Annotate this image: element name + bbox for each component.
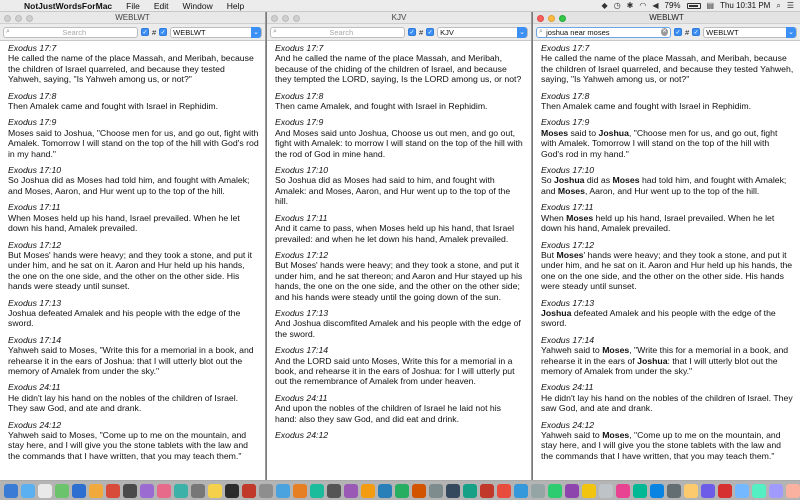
- close-window-icon[interactable]: [271, 15, 278, 22]
- verse-text: So Joshua did as Moses had said to him, and fought with Amalek: and Moses, Aaron, and Hur went up to the top of the hill.: [275, 175, 511, 207]
- dock-app-icon[interactable]: [259, 484, 273, 498]
- dock-app-icon[interactable]: [140, 484, 154, 498]
- dock-app-icon[interactable]: [72, 484, 86, 498]
- verse-reference[interactable]: Exodus 24:12: [541, 419, 595, 430]
- dock-app-icon[interactable]: [786, 484, 800, 498]
- verse-item[interactable]: [8, 91, 259, 112]
- window-titlebar[interactable]: [267, 12, 531, 24]
- verse-text: Yahweh said to Moses, "Come up to me on the mountain, and stay here, and I will give you the stone tablets with the law and the commands that I have written, that you may teach them.": [8, 430, 249, 461]
- verse-text: Then came Amalek, and fought with Israel in Rephidim.: [275, 101, 488, 112]
- search-icon: ⌕: [6, 28, 10, 35]
- verse-reference[interactable]: Exodus 17:7: [541, 43, 590, 53]
- verse-reference[interactable]: Exodus 17:8: [541, 90, 590, 101]
- window-toolbar: [533, 24, 800, 41]
- verse-item[interactable]: [541, 335, 794, 377]
- dock-app-icon[interactable]: [718, 484, 732, 498]
- dock-app-icon[interactable]: [599, 484, 613, 498]
- verse-reference[interactable]: Exodus 17:11: [275, 212, 328, 223]
- version-select[interactable]: [703, 27, 797, 38]
- dock-app-icon[interactable]: [752, 484, 766, 498]
- dock-app-icon[interactable]: [463, 484, 477, 498]
- dock-app-icon[interactable]: [548, 484, 562, 498]
- verse-text: And it came to pass, when Moses held up his hand, that Israel prevailed: and when he let down his hand, Amalek prevailed.: [275, 223, 515, 244]
- window-toolbar: [0, 24, 265, 41]
- dropbox-icon[interactable]: ◆: [601, 1, 608, 10]
- verse-text: Then Amalek came and fought with Israel in Rephidim.: [8, 101, 219, 112]
- verse-reference[interactable]: Exodus 17:13: [275, 307, 329, 318]
- verse-item[interactable]: [275, 91, 525, 112]
- version-select-value: KJV: [440, 27, 454, 37]
- verse-reference[interactable]: Exodus 17:14: [8, 334, 62, 345]
- verse-text: He called the name of the place Massah, and Meribah, because the children of Israel quarreled, and because they tested Yahweh, saying, "Is Yahweh among us, or not?": [541, 53, 794, 85]
- verse-number-label: #: [685, 27, 690, 37]
- window-kjv: [267, 12, 532, 480]
- verse-text: He called the name of the place Massah, and Meribah, because the children of Israel quarreled, and because they tested Yahweh, saying, "Is Yahweh among us, or not?": [8, 53, 254, 85]
- dock-app-icon[interactable]: [344, 484, 358, 498]
- close-window-icon[interactable]: [537, 15, 544, 22]
- verse-text: So Joshua did as Moses had told him, and fought with Amalek; and Moses, Aaron, and Hur went up to the top of the hill.: [8, 175, 250, 196]
- verse-reference[interactable]: Exodus 17:14: [541, 334, 595, 345]
- dock-app-icon[interactable]: [531, 484, 545, 498]
- verse-text: And the LORD said unto Moses, Write this for a memorial in a book, and rehearse it in the ears of Joshua: for I will utterly put out the remembrance of Amalek from under heaven.: [275, 355, 515, 387]
- verse-text: He didn't lay his hand on the nobles of the children of Israel. They saw God, and ate and drank.: [8, 392, 239, 414]
- window-titlebar[interactable]: [0, 12, 265, 24]
- zoom-window-icon[interactable]: [293, 15, 300, 22]
- chevron-down-icon: ⌄: [251, 27, 261, 38]
- verse-text: But Moses' hands were heavy; and they took a stone, and put it under him, and he sat thereon; and Aaron and Hur stayed up his hands, the one on the one side, and the other on the other side; and his hands were steady until the going down of the sun.: [275, 260, 523, 302]
- verse-reference[interactable]: Exodus 17:7: [8, 43, 57, 53]
- verse-item[interactable]: [541, 298, 794, 329]
- verse-reference[interactable]: Exodus 17:10: [541, 165, 595, 176]
- dock-app-icon[interactable]: [225, 484, 239, 498]
- verse-reference[interactable]: Exodus 17:14: [275, 345, 329, 356]
- verse-reference[interactable]: Exodus 17:9: [8, 117, 57, 128]
- dock-app-icon[interactable]: [21, 484, 35, 498]
- verse-reference[interactable]: Exodus 24:11: [541, 382, 594, 393]
- verse-item[interactable]: [541, 165, 794, 196]
- verse-text: But Moses' hands were heavy; and they took a stone, and put it under him, and he sat on it. Aaron and Hur held up his hands, the one on the one side, and the other on the other side. His hands were steady until sunset.: [541, 249, 793, 292]
- dock-app-icon[interactable]: [650, 484, 664, 498]
- verse-reference[interactable]: Exodus 17:13: [8, 297, 62, 308]
- chevron-down-icon: ⌄: [517, 27, 527, 38]
- clock[interactable]: Thu 10:31 PM: [720, 1, 771, 10]
- verse-item[interactable]: [541, 202, 794, 233]
- verse-list[interactable]: [267, 41, 531, 440]
- verse-reference[interactable]: Exodus 17:10: [8, 165, 62, 176]
- verse-reference[interactable]: Exodus 17:9: [275, 117, 324, 128]
- verse-text: Yahweh said to Moses, "Write this for a memorial in a book, and rehearse it in the ears of Joshua: that I will utterly blot out the memory of Amalek from under the sky.": [8, 345, 254, 376]
- version-select-value: WEBLWT: [706, 27, 739, 37]
- battery-icon[interactable]: [687, 3, 701, 9]
- verse-item[interactable]: [275, 393, 525, 424]
- verse-reference[interactable]: Exodus 17:11: [8, 202, 61, 213]
- verse-item[interactable]: [275, 250, 525, 302]
- timemachine-icon[interactable]: ◷: [613, 1, 621, 10]
- battery-percent: 79%: [664, 1, 681, 10]
- search-input[interactable]: [546, 28, 661, 37]
- verse-text: And Moses said unto Joshua, Choose us out men, and go out, fight with Amalek: to morrow I will stand on the top of the hill with the rod of God in mine hand.: [275, 127, 523, 159]
- verse-text: So Joshua did as Moses had told him, and fought with Amalek; and Moses, Aaron, and Hur went up to the top of the hill.: [541, 175, 787, 196]
- dock-app-icon[interactable]: [242, 484, 256, 498]
- verse-item[interactable]: [275, 165, 525, 207]
- dock-app-icon[interactable]: [395, 484, 409, 498]
- input-flag-icon[interactable]: ▤: [706, 1, 715, 10]
- verse-reference[interactable]: Exodus 17:8: [275, 90, 324, 101]
- spotlight-icon[interactable]: ⌕: [776, 0, 781, 10]
- verse-item[interactable]: [275, 308, 525, 339]
- window-title: KJV: [391, 13, 407, 22]
- verse-reference[interactable]: Exodus 24:11: [8, 382, 61, 393]
- zoom-window-icon[interactable]: [26, 15, 33, 22]
- dock-app-icon[interactable]: [174, 484, 188, 498]
- verse-item[interactable]: [275, 117, 525, 159]
- verse-reference[interactable]: Exodus 17:13: [541, 297, 595, 308]
- verse-item[interactable]: [8, 117, 259, 159]
- verse-item[interactable]: [8, 165, 259, 196]
- window-weblwt-right: [533, 12, 800, 480]
- search-input[interactable]: [14, 28, 135, 37]
- verse-reference[interactable]: Exodus 17:8: [8, 90, 57, 101]
- verse-text: And Joshua discomfited Amalek and his people with the edge of the sword.: [275, 318, 521, 339]
- verse-reference[interactable]: Exodus 17:10: [275, 165, 329, 176]
- dock-app-icon[interactable]: [667, 484, 681, 498]
- dock-app-icon[interactable]: [769, 484, 783, 498]
- dock-app-icon[interactable]: [429, 484, 443, 498]
- verse-text: Joshua defeated Amalek and his people with the edge of the sword.: [8, 307, 241, 329]
- verse-item[interactable]: [275, 430, 525, 440]
- dock: [0, 480, 800, 500]
- search-field[interactable]: [536, 27, 671, 38]
- close-window-icon[interactable]: [4, 15, 11, 22]
- dock-app-icon[interactable]: [276, 484, 290, 498]
- search-input[interactable]: [281, 28, 402, 37]
- dock-app-icon[interactable]: [616, 484, 630, 498]
- verse-number-checkbox[interactable]: ✓: [142, 29, 148, 36]
- clear-search-icon[interactable]: ×: [662, 28, 667, 35]
- menu-file[interactable]: File: [126, 0, 140, 11]
- dock-app-icon[interactable]: [208, 484, 222, 498]
- dock-app-icon[interactable]: [310, 484, 324, 498]
- verse-text: Yahweh said to Moses, "Write this for a memorial in a book, and rehearse it in the ears of Joshua: that I will utterly blot out the memory of Amalek from under the sky.": [541, 345, 789, 376]
- verse-item[interactable]: [8, 43, 259, 85]
- window-toolbar: [267, 24, 531, 41]
- verse-item[interactable]: [541, 240, 794, 292]
- dock-app-icon[interactable]: [191, 484, 205, 498]
- window-title: WEBLWT: [649, 13, 684, 22]
- verse-item[interactable]: [8, 240, 259, 292]
- menu-bar: [0, 0, 800, 12]
- dock-app-icon[interactable]: [497, 484, 511, 498]
- zoom-window-icon[interactable]: [559, 15, 566, 22]
- version-select[interactable]: [437, 27, 528, 38]
- verse-item[interactable]: [275, 345, 525, 387]
- verse-item[interactable]: [8, 202, 259, 233]
- verse-text: Moses said to Joshua, "Choose men for us, and go out, fight with Amalek. Tomorrow I will stand on the top of the hill with God's rod in my hand.": [8, 127, 259, 159]
- verse-item[interactable]: [8, 420, 259, 462]
- search-field[interactable]: [270, 27, 405, 38]
- bluetooth-icon[interactable]: ✱: [626, 1, 634, 10]
- verse-text: Moses said to Joshua, "Choose men for us, and go out, fight with Amalek. Tomorrow I will stand on the top of the hill with God's rod in my hand.": [541, 127, 778, 159]
- version-checkbox[interactable]: ✓: [427, 29, 433, 36]
- notification-center-icon[interactable]: ☰: [786, 1, 794, 10]
- version-checkbox[interactable]: ✓: [693, 29, 699, 36]
- dock-app-icon[interactable]: [361, 484, 375, 498]
- dock-app-icon[interactable]: [378, 484, 392, 498]
- verse-item[interactable]: [541, 420, 794, 462]
- minimize-window-icon[interactable]: [282, 15, 289, 22]
- dock-app-icon[interactable]: [735, 484, 749, 498]
- menu-edit[interactable]: Edit: [153, 0, 169, 11]
- verse-item[interactable]: [275, 213, 525, 244]
- verse-number-label: #: [152, 27, 157, 37]
- menu-window[interactable]: Window: [182, 0, 213, 11]
- search-icon: ⌕: [539, 28, 543, 35]
- window-weblwt-left: [0, 12, 266, 480]
- verse-text: Then Amalek came and fought with Israel in Rephidim.: [541, 101, 752, 112]
- verse-item[interactable]: [275, 43, 525, 85]
- chevron-down-icon: ⌄: [786, 27, 796, 38]
- verse-item[interactable]: [541, 117, 794, 159]
- verse-text: Yahweh said to Moses, "Come up to me on the mountain, and stay here, and I will give you the stone tablets with the law and the commands that I have written, that you may teach them.": [541, 430, 782, 461]
- verse-item[interactable]: [8, 335, 259, 377]
- verse-reference[interactable]: Exodus 24:12: [275, 430, 329, 440]
- version-select[interactable]: [170, 27, 262, 38]
- verse-item[interactable]: [541, 43, 794, 85]
- verse-list[interactable]: [533, 41, 800, 461]
- verse-reference[interactable]: Exodus 17:9: [541, 117, 590, 128]
- dock-app-icon[interactable]: [4, 484, 18, 498]
- verse-reference[interactable]: Exodus 24:11: [275, 392, 328, 403]
- verse-text: When Moses held up his hand, Israel prevailed. When he let down his hand, Amalek prevailed.: [541, 212, 775, 234]
- verse-reference[interactable]: Exodus 17:7: [275, 43, 324, 53]
- verse-number-checkbox[interactable]: ✓: [409, 29, 415, 36]
- version-checkbox[interactable]: ✓: [160, 29, 166, 36]
- dock-app-icon[interactable]: [701, 484, 715, 498]
- verse-text: And he called the name of the place Massah, and Meribah, because of the chiding of the children of Israel, and because they tempted the LORD, saying, Is the LORD among us, or not?: [275, 53, 522, 85]
- verse-list[interactable]: [0, 41, 265, 461]
- wifi-icon[interactable]: ◠: [639, 1, 647, 10]
- window-title: WEBLWT: [115, 13, 150, 22]
- verse-reference[interactable]: Exodus 17:12: [275, 249, 329, 260]
- verse-item[interactable]: [8, 382, 259, 413]
- verse-reference[interactable]: Exodus 24:12: [8, 419, 62, 430]
- verse-reference[interactable]: Exodus 17:12: [541, 239, 595, 250]
- dock-app-icon[interactable]: [633, 484, 647, 498]
- menu-help[interactable]: Help: [226, 0, 245, 11]
- verse-text: He didn't lay his hand on the nobles of the children of Israel. They saw God, and ate and drank.: [541, 392, 793, 414]
- dock-app-icon[interactable]: [327, 484, 341, 498]
- minimize-window-icon[interactable]: [15, 15, 22, 22]
- verse-reference[interactable]: Exodus 17:11: [541, 202, 594, 213]
- search-field[interactable]: [3, 27, 138, 38]
- volume-icon[interactable]: ◀: [652, 1, 659, 10]
- dock-app-icon[interactable]: [106, 484, 120, 498]
- dock-app-icon[interactable]: [293, 484, 307, 498]
- verse-text: When Moses held up his hand, Israel prevailed. When he let down his hand, Amalek prevailed.: [8, 212, 240, 234]
- dock-app-icon[interactable]: [446, 484, 460, 498]
- dock-app-icon[interactable]: [89, 484, 103, 498]
- dock-app-icon[interactable]: [480, 484, 494, 498]
- verse-reference[interactable]: Exodus 17:12: [8, 239, 62, 250]
- dock-app-icon[interactable]: [123, 484, 137, 498]
- dock-app-icon[interactable]: [565, 484, 579, 498]
- verse-number-checkbox[interactable]: ✓: [675, 29, 681, 36]
- dock-app-icon[interactable]: [412, 484, 426, 498]
- verse-item[interactable]: [541, 382, 794, 413]
- dock-app-icon[interactable]: [684, 484, 698, 498]
- verse-number-label: #: [419, 27, 424, 37]
- minimize-window-icon[interactable]: [548, 15, 555, 22]
- verse-text: Joshua defeated Amalek and his people with the edge of the sword.: [541, 307, 776, 329]
- version-select-value: WEBLWT: [173, 27, 206, 37]
- verse-text: And upon the nobles of the children of Israel he laid not his hand: also they saw God, and did eat and drink.: [275, 403, 502, 424]
- verse-text: But Moses' hands were heavy; and they took a stone, and put it under him, and he sat on it. Aaron and Hur held up his hands, the one on the one side, and the other on the other side. His hands were steady until sunset.: [8, 249, 253, 292]
- status-area: [602, 1, 800, 11]
- menu-app-name[interactable]: NotJustWordsForMac: [24, 0, 113, 11]
- window-titlebar[interactable]: [533, 12, 800, 24]
- dock-app-icon[interactable]: [514, 484, 528, 498]
- dock-app-icon[interactable]: [55, 484, 69, 498]
- dock-app-icon[interactable]: [157, 484, 171, 498]
- dock-app-icon[interactable]: [38, 484, 52, 498]
- dock-app-icon[interactable]: [582, 484, 596, 498]
- search-icon: ⌕: [273, 28, 277, 35]
- verse-item[interactable]: [541, 91, 794, 112]
- verse-item[interactable]: [8, 298, 259, 329]
